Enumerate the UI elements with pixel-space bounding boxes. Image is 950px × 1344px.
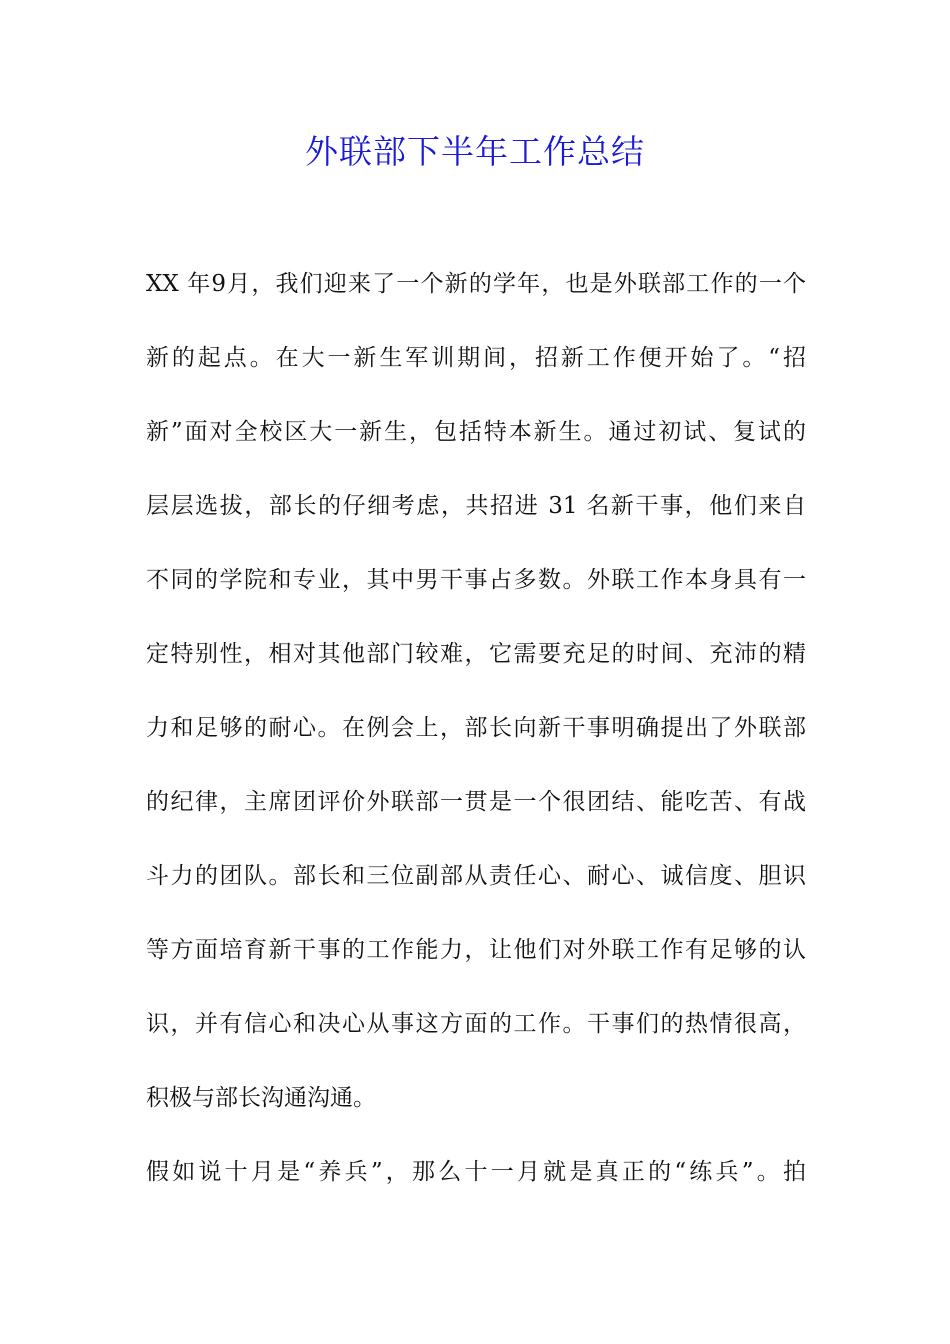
text-line: 层层选拔，部长的仔细考虑，共招进 31 名新干事，他们来自	[146, 493, 806, 519]
text-line: 积极与部长沟通沟通。	[146, 1085, 376, 1111]
paragraph-2	[146, 1150, 806, 1224]
text-line: 新的起点。在大一新生军训期间，招新工作便开始了。“招	[146, 345, 806, 371]
text-line: XX 年9月，我们迎来了一个新的学年，也是外联部工作的一个	[146, 271, 806, 297]
text-line: 新”面对全校区大一新生，包括特本新生。通过初试、复试的	[146, 419, 806, 445]
text-line: 不同的学院和专业，其中男干事占多数。外联工作本身具有一	[146, 567, 806, 593]
text-line: 等方面培育新干事的工作能力，让他们对外联工作有足够的认	[146, 937, 806, 963]
document-title: 外联部下半年工作总结	[305, 132, 645, 171]
text-line: 定特别性，相对其他部门较难，它需要充足的时间、充沛的精	[146, 641, 806, 667]
text-line: 斗力的团队。部长和三位副部从责任心、耐心、诚信度、胆识	[146, 863, 806, 889]
text-line: 假如说十月是“养兵”，那么十一月就是真正的“练兵”。拍	[146, 1159, 806, 1185]
text-line: 的纪律，主席团评价外联部一贯是一个很团结、能吃苦、有战	[146, 789, 806, 815]
paragraph-1	[146, 262, 806, 1150]
text-line: 识，并有信心和决心从事这方面的工作。干事们的热情很高，	[146, 1011, 806, 1037]
text-line: 力和足够的耐心。在例会上，部长向新干事明确提出了外联部	[146, 715, 806, 741]
document-body	[146, 262, 806, 1224]
